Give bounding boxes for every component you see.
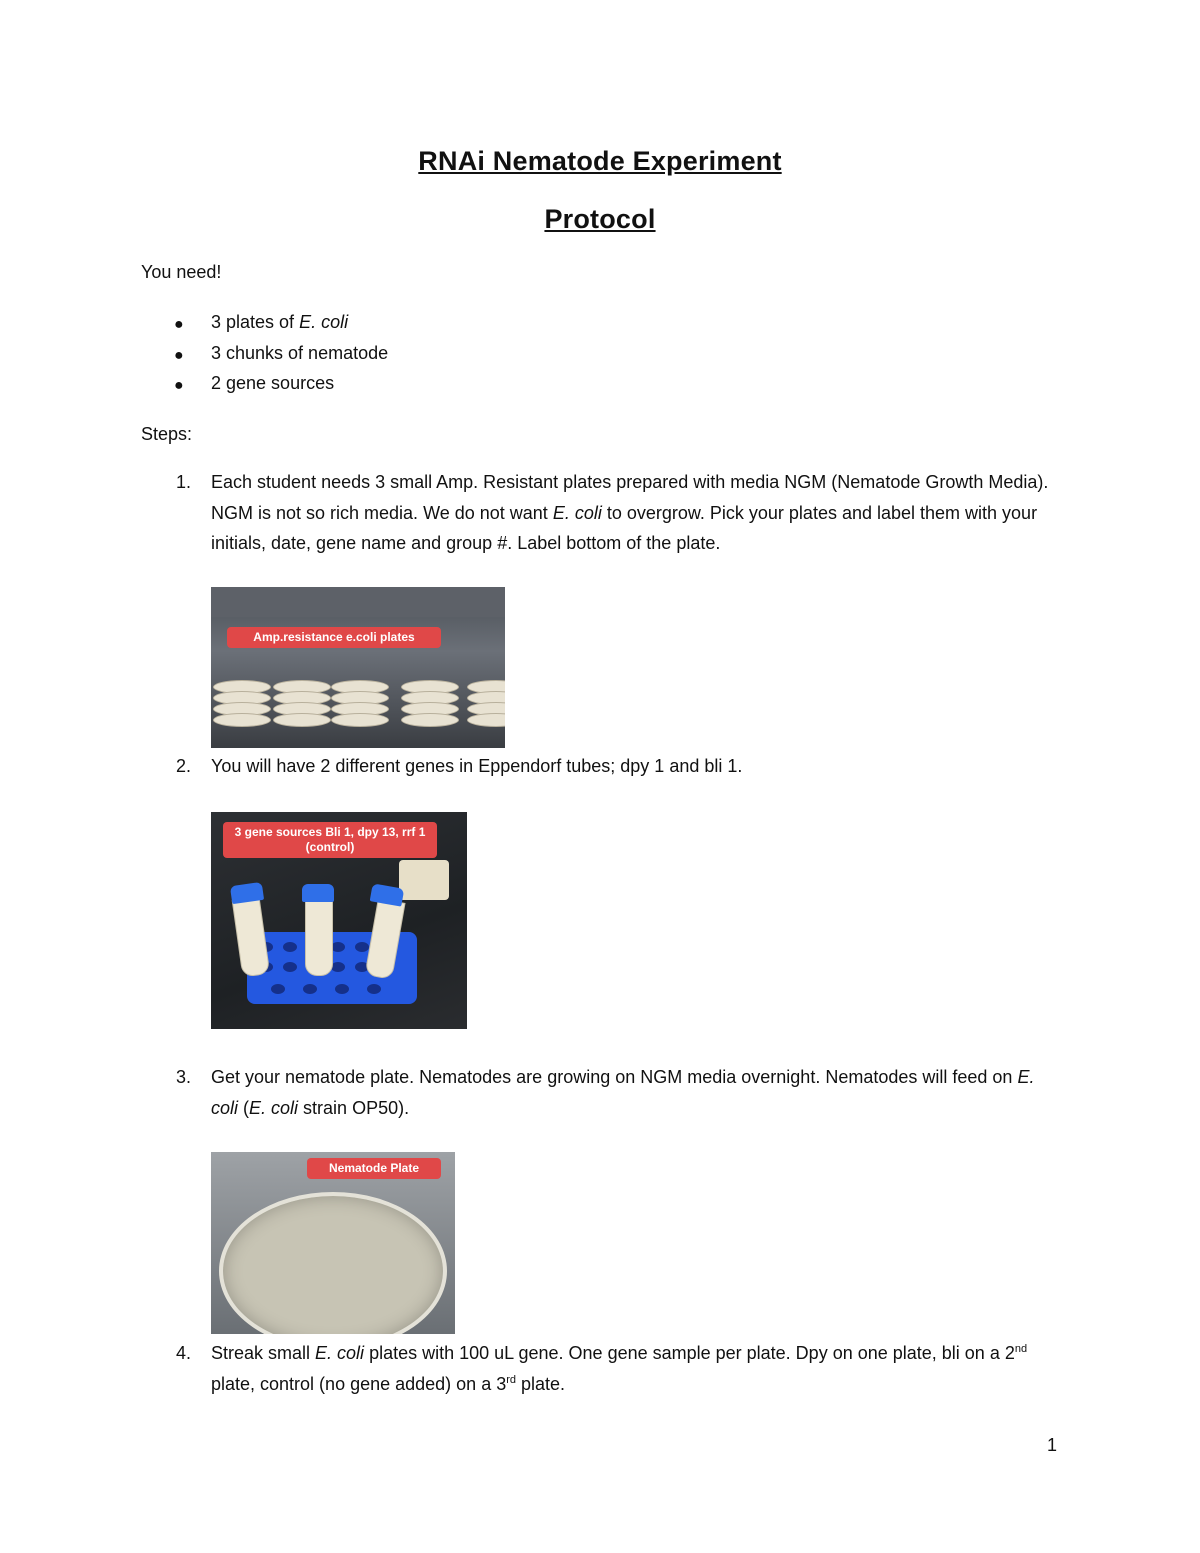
page-number: 1	[1047, 1435, 1058, 1455]
plate-stack-image	[331, 680, 387, 726]
step-text: Get your nematode plate. Nematodes are growing on NGM media overnight. Nematodes will feed on E. coli (E. coli strain OP50).	[211, 1067, 1035, 1118]
document-subtitle: Protocol	[544, 204, 656, 234]
tube-image	[232, 896, 271, 977]
gene-tubes-photo	[211, 812, 467, 1029]
bullet-icon: ●	[174, 377, 184, 394]
step-number: 4.	[176, 1343, 192, 1363]
document-page: RNAi Nematode Experiment Protocol You need! ● 3 plates of E. coli ● 3 chunks of nematode ● 2 gene sources Steps: 1. Each student needs 3 small Amp. Resistant plates prepared with media NGM (Nematode Growth Media). NGM is not so rich media. We do not want E. coli to overgrow. Pick your plates and label them with your initials, date, gene name and group #. Label bottom of the plate. Amp.resistance e.coli plates 2. You will have 2 different genes in Eppendorf tubes; dpy 1 and bli 1. 3 gene sources Bli 1, dpy 13, rrf 1 (control) 3. Get your nematode plate. Nematodes are growing on NGM media overnight. Nematodes will feed on E. coli (E. coli strain OP50). Nematode Plate 4. Streak small E. coli plates with 100 uL gene. One gene sample per plate. Dpy on one plate, bli on a 2nd plate, control (no gene added) on a 3rd plate. 1	[0, 0, 1200, 1553]
plates-caption: Amp.resistance e.coli plates	[227, 627, 441, 648]
step-number: 1.	[176, 472, 192, 492]
step-number: 3.	[176, 1067, 192, 1087]
gene-tubes-caption: 3 gene sources Bli 1, dpy 13, rrf 1 (control)	[223, 822, 437, 858]
step-text: You will have 2 different genes in Eppendorf tubes; dpy 1 and bli 1.	[211, 756, 743, 776]
document-title: RNAi Nematode Experiment	[418, 146, 782, 176]
plate-stack-image	[273, 680, 329, 726]
plate-stack-image	[213, 680, 269, 726]
step-number: 2.	[176, 756, 192, 776]
plate-stack-image	[401, 680, 457, 726]
petri-dish-image	[219, 1192, 447, 1334]
tube-image	[305, 898, 333, 976]
step-text: Each student needs 3 small Amp. Resistant plates prepared with media NGM (Nematode Growth Media). NGM is not so rich media. We do not want E. coli to overgrow. Pick your plates and label them with your initials, date, gene name and group #. Label bottom of the plate.	[211, 472, 1049, 553]
nematode-plate-caption: Nematode Plate	[307, 1158, 441, 1179]
tube-cap-image	[302, 884, 334, 902]
step-text: Streak small E. coli plates with 100 uL gene. One gene sample per plate. Dpy on one plate, bli on a 2nd plate, control (no gene added) on a 3rd plate.	[211, 1343, 1028, 1394]
plates-photo	[211, 587, 505, 748]
needs-label: You need!	[141, 262, 222, 282]
bullet-icon: ●	[174, 316, 184, 333]
plate-stack-image	[467, 680, 505, 726]
steps-label: Steps:	[141, 424, 193, 444]
bullet-icon: ●	[174, 346, 184, 364]
nematode-plate-photo	[211, 1152, 455, 1334]
